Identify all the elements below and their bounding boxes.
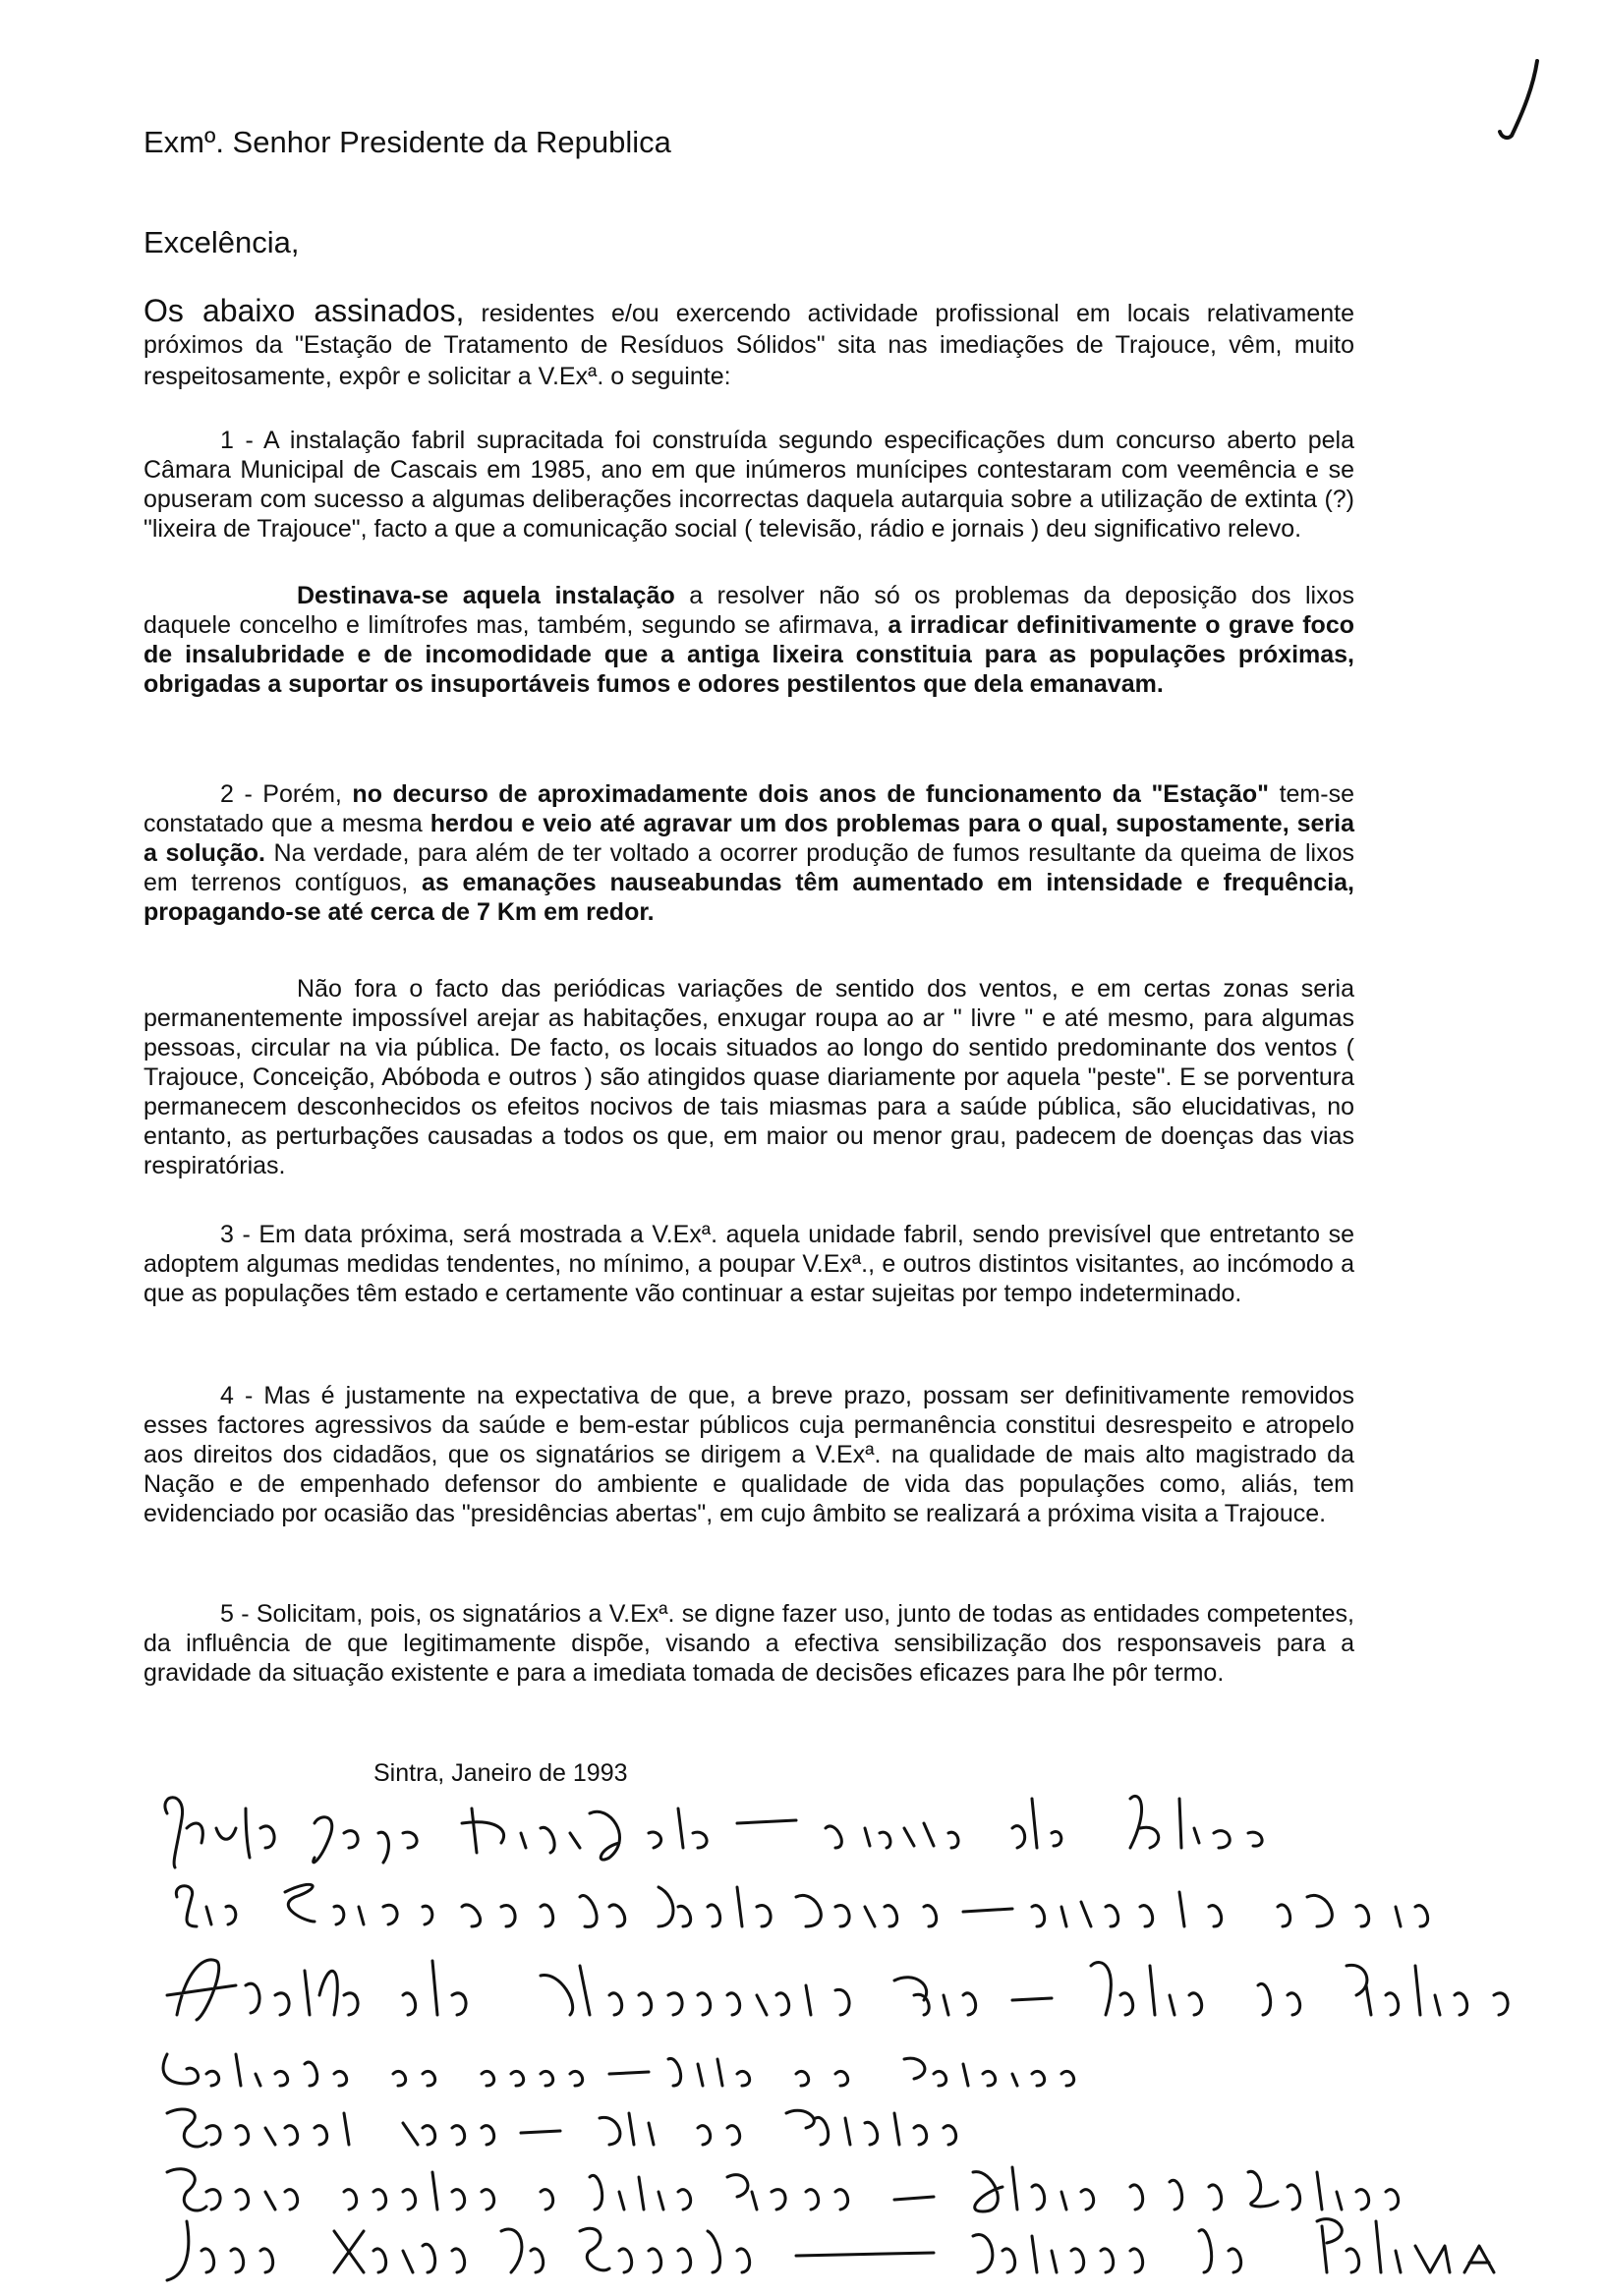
paragraph-2 bbox=[143, 779, 1354, 927]
salutation: Exmº. Senhor Presidente da Republica bbox=[143, 125, 671, 159]
signatures-block bbox=[147, 1789, 1582, 2290]
signature-7 bbox=[167, 2219, 1494, 2280]
greeting: Excelência, bbox=[143, 225, 300, 259]
paragraph-5 bbox=[143, 1599, 1354, 1688]
paragraph-2-text-1: 2 - Porém, bbox=[220, 780, 353, 808]
paragraph-3 bbox=[143, 1220, 1354, 1308]
paragraph-4 bbox=[143, 1381, 1354, 1528]
paragraph-2-text-2: tem-se constatado que a mesma bbox=[143, 780, 1354, 837]
intro-paragraph bbox=[143, 295, 1354, 392]
check-mark-icon bbox=[1494, 57, 1543, 145]
date-line: Sintra, Janeiro de 1993 bbox=[373, 1759, 628, 1787]
signature-5 bbox=[167, 2109, 956, 2147]
paragraph-1-continuation bbox=[143, 581, 1354, 699]
paragraph-3-text: 3 - Em data próxima, será mostrada a V.Exª. aquela unidade fabril, sendo previsível que entretanto se adoptem algumas medidas tendentes, no mínimo, a poupar V.Exª., e outros distintos visitantes, ao incómodo a que as populações têm estado e certamente vão continuar a estar sujeitas por tempo indeterminado. bbox=[143, 1221, 1354, 1307]
signature-2 bbox=[176, 1884, 1427, 1926]
paragraph-2-bold-2: herdou e veio até agravar um dos problemas para o qual, supostamente, seria a solução. bbox=[143, 810, 1354, 867]
signature-1 bbox=[165, 1796, 1262, 1867]
paragraph-1b-bold-1: Destinava-se aquela instalação bbox=[297, 582, 675, 609]
paragraph-2-bold-3: as emanações nauseabundas têm aumentado em intensidade e frequência, propagando-se até cerca de 7 Km em redor. bbox=[143, 869, 1354, 926]
signature-4 bbox=[163, 2054, 1074, 2086]
paragraph-2b-text: Não fora o facto das periódicas variações de sentido dos ventos, e em certas zonas seria permanentemente impossível arejar as habitações, enxugar roupa ao ar " livre " e até mesmo, para algumas pessoas, circular na via pública. De facto, os locais situados ao longo do sentido predominante dos ventos ( Trajouce, Conceição, Abóboda e outros ) são atingidos quase diariamente por aquela "peste". E se porventura permanecem desconhecidos os efeitos nocivos de tais miasmas para a saúde pública, são elucidativas, no entanto, as perturbações causadas a todos os que, em maior ou menor grau, padecem de doenças das vias respiratórias. bbox=[143, 975, 1354, 1179]
paragraph-1b-bold-2: a irradicar definitivamente o grave foco de insalubridade e de incomodidade que a antiga lixeira constituia para as populações próximas, obrigadas a suportar os insuportáveis fumos e odores pestilentos que dela emanavam. bbox=[143, 611, 1354, 698]
signature-3 bbox=[167, 1960, 1508, 2020]
intro-lead: Os abaixo assinados, bbox=[143, 293, 465, 328]
signature-6 bbox=[167, 2167, 1399, 2211]
paragraph-2-text-3: Na verdade, para além de ter voltado a ocorrer produção de fumos resultante da queima de lixos em terrenos contíguos, bbox=[143, 839, 1354, 896]
paragraph-2-continuation bbox=[143, 974, 1354, 1180]
paragraph-4-text: 4 - Mas é justamente na expectativa de que, a breve prazo, possam ser definitivamente removidos esses factores agressivos da saúde e bem-estar públicos cuja permanência constitui desrespeito e atropelo aos direitos dos cidadãos, que os signatários se dirigem a V.Exª. na qualidade de mais alto magistrado da Nação e de empenhado defensor do ambiente e qualidade de vida das populações como, aliás, tem evidenciado por ocasião das "presidências abertas", em cujo âmbito se realizará a próxima visita a Trajouce. bbox=[143, 1382, 1354, 1527]
paragraph-2-bold-1: no decurso de aproximadamente dois anos de funcionamento da "Estação" bbox=[352, 780, 1270, 808]
paragraph-1b-text-1: a resolver não só os problemas da deposição dos lixos daquele concelho e limítrofes mas, também, segundo se afirmava, bbox=[143, 582, 1354, 639]
paragraph-1 bbox=[143, 426, 1354, 544]
paragraph-1-text: 1 - A instalação fabril supracitada foi construída segundo especificações dum concurso aberto pela Câmara Municipal de Cascais em 1985, ano em que inúmeros munícipes contestaram com veemência e se opuseram com sucesso a algumas deliberações incorrectas daquela autarquia sobre a utilização de extinta (?) "lixeira de Trajouce", facto a que a comunicação social ( televisão, rádio e jornais ) deu significativo relevo. bbox=[143, 427, 1354, 543]
paragraph-5-text: 5 - Solicitam, pois, os signatários a V.Exª. se digne fazer uso, junto de todas as entidades competentes, da influência de que legitimamente dispõe, visando a efectiva sensibilização dos responsaveis para a gravidade da situação existente e para a imediata tomada de decisões eficazes para lhe pôr termo. bbox=[143, 1600, 1354, 1687]
intro-text: residentes e/ou exercendo actividade profissional em locais relativamente próximos da "Estação de Tratamento de Resíduos Sólidos" sita nas imediações de Trajouce, vêm, muito respeitosamente, expôr e solicitar a V.Exª. o seguinte: bbox=[143, 300, 1355, 390]
